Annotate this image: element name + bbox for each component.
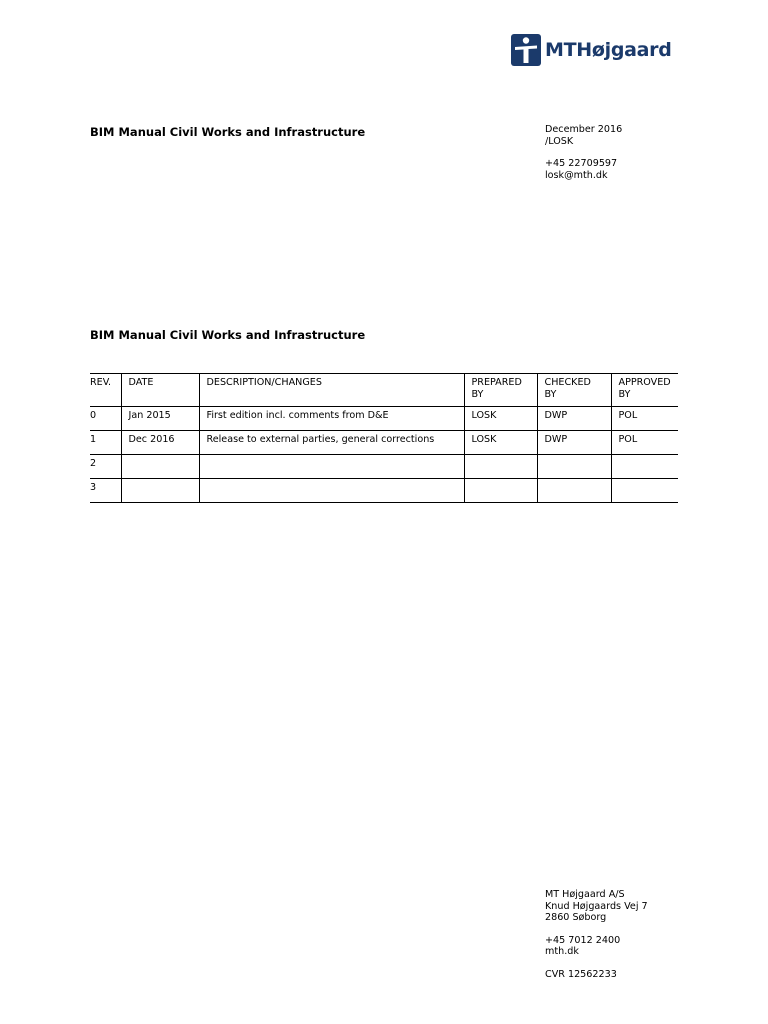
cell-date — [121, 479, 199, 503]
cell-description — [199, 455, 464, 479]
cell-checked-by — [537, 479, 611, 503]
cell-rev: 1 — [90, 431, 121, 455]
cell-checked-by — [537, 455, 611, 479]
revision-table — [90, 373, 678, 503]
col-header-checked-by: CHECKED BY — [537, 374, 611, 407]
cell-checked-by: DWP — [537, 431, 611, 455]
col-header-description: DESCRIPTION/CHANGES — [199, 374, 464, 407]
footer-city: 2860 Søborg — [545, 912, 607, 923]
table-row — [90, 431, 678, 455]
footer-cvr: CVR 12562233 — [545, 968, 617, 980]
meta-email: losk@mth.dk — [545, 169, 608, 181]
cell-prepared-by — [464, 479, 537, 503]
document-title: BIM Manual Civil Works and Infrastructure — [90, 125, 366, 139]
col-header-date: DATE — [121, 374, 199, 407]
footer-street: Knud Højgaards Vej 7 — [545, 900, 648, 912]
footer-phone: +45 7012 2400 — [545, 934, 621, 946]
cell-rev: 0 — [90, 407, 121, 431]
cell-rev: 2 — [90, 455, 121, 479]
cell-prepared-by — [464, 455, 537, 479]
table-row — [90, 479, 678, 503]
meta-date: December 2016 — [545, 124, 623, 135]
cell-prepared-by: LOSK — [464, 407, 537, 431]
meta-phone: +45 22709597 — [545, 158, 618, 169]
company-footer — [545, 889, 648, 980]
cell-approved-by: POL — [611, 407, 678, 431]
cell-description: Release to external parties, general corrections — [199, 431, 464, 455]
cell-checked-by: DWP — [537, 407, 611, 431]
logo-mark-icon — [511, 34, 541, 66]
section-title: BIM Manual Civil Works and Infrastructure — [90, 328, 366, 342]
footer-company: MT Højgaard A/S — [545, 889, 625, 900]
company-logo — [511, 33, 681, 67]
cell-description — [199, 479, 464, 503]
cell-approved-by: POL — [611, 431, 678, 455]
col-header-prepared-by: PREPARED BY — [464, 374, 537, 407]
cell-approved-by — [611, 455, 678, 479]
table-row — [90, 407, 678, 431]
cell-date: Jan 2015 — [121, 407, 199, 431]
document-meta — [545, 124, 622, 181]
col-header-approved-by: APPROVED BY — [611, 374, 678, 407]
cell-description: First edition incl. comments from D&E — [199, 407, 464, 431]
cell-approved-by — [611, 479, 678, 503]
table-row — [90, 455, 678, 479]
meta-initials: /LOSK — [545, 135, 574, 147]
footer-web: mth.dk — [545, 946, 579, 957]
cell-prepared-by: LOSK — [464, 431, 537, 455]
cell-date — [121, 455, 199, 479]
col-header-rev: REV. — [90, 374, 121, 407]
logo-text: MTHøjgaard — [545, 39, 672, 61]
table-header-row — [90, 374, 678, 407]
cell-rev: 3 — [90, 479, 121, 503]
cell-date: Dec 2016 — [121, 431, 199, 455]
